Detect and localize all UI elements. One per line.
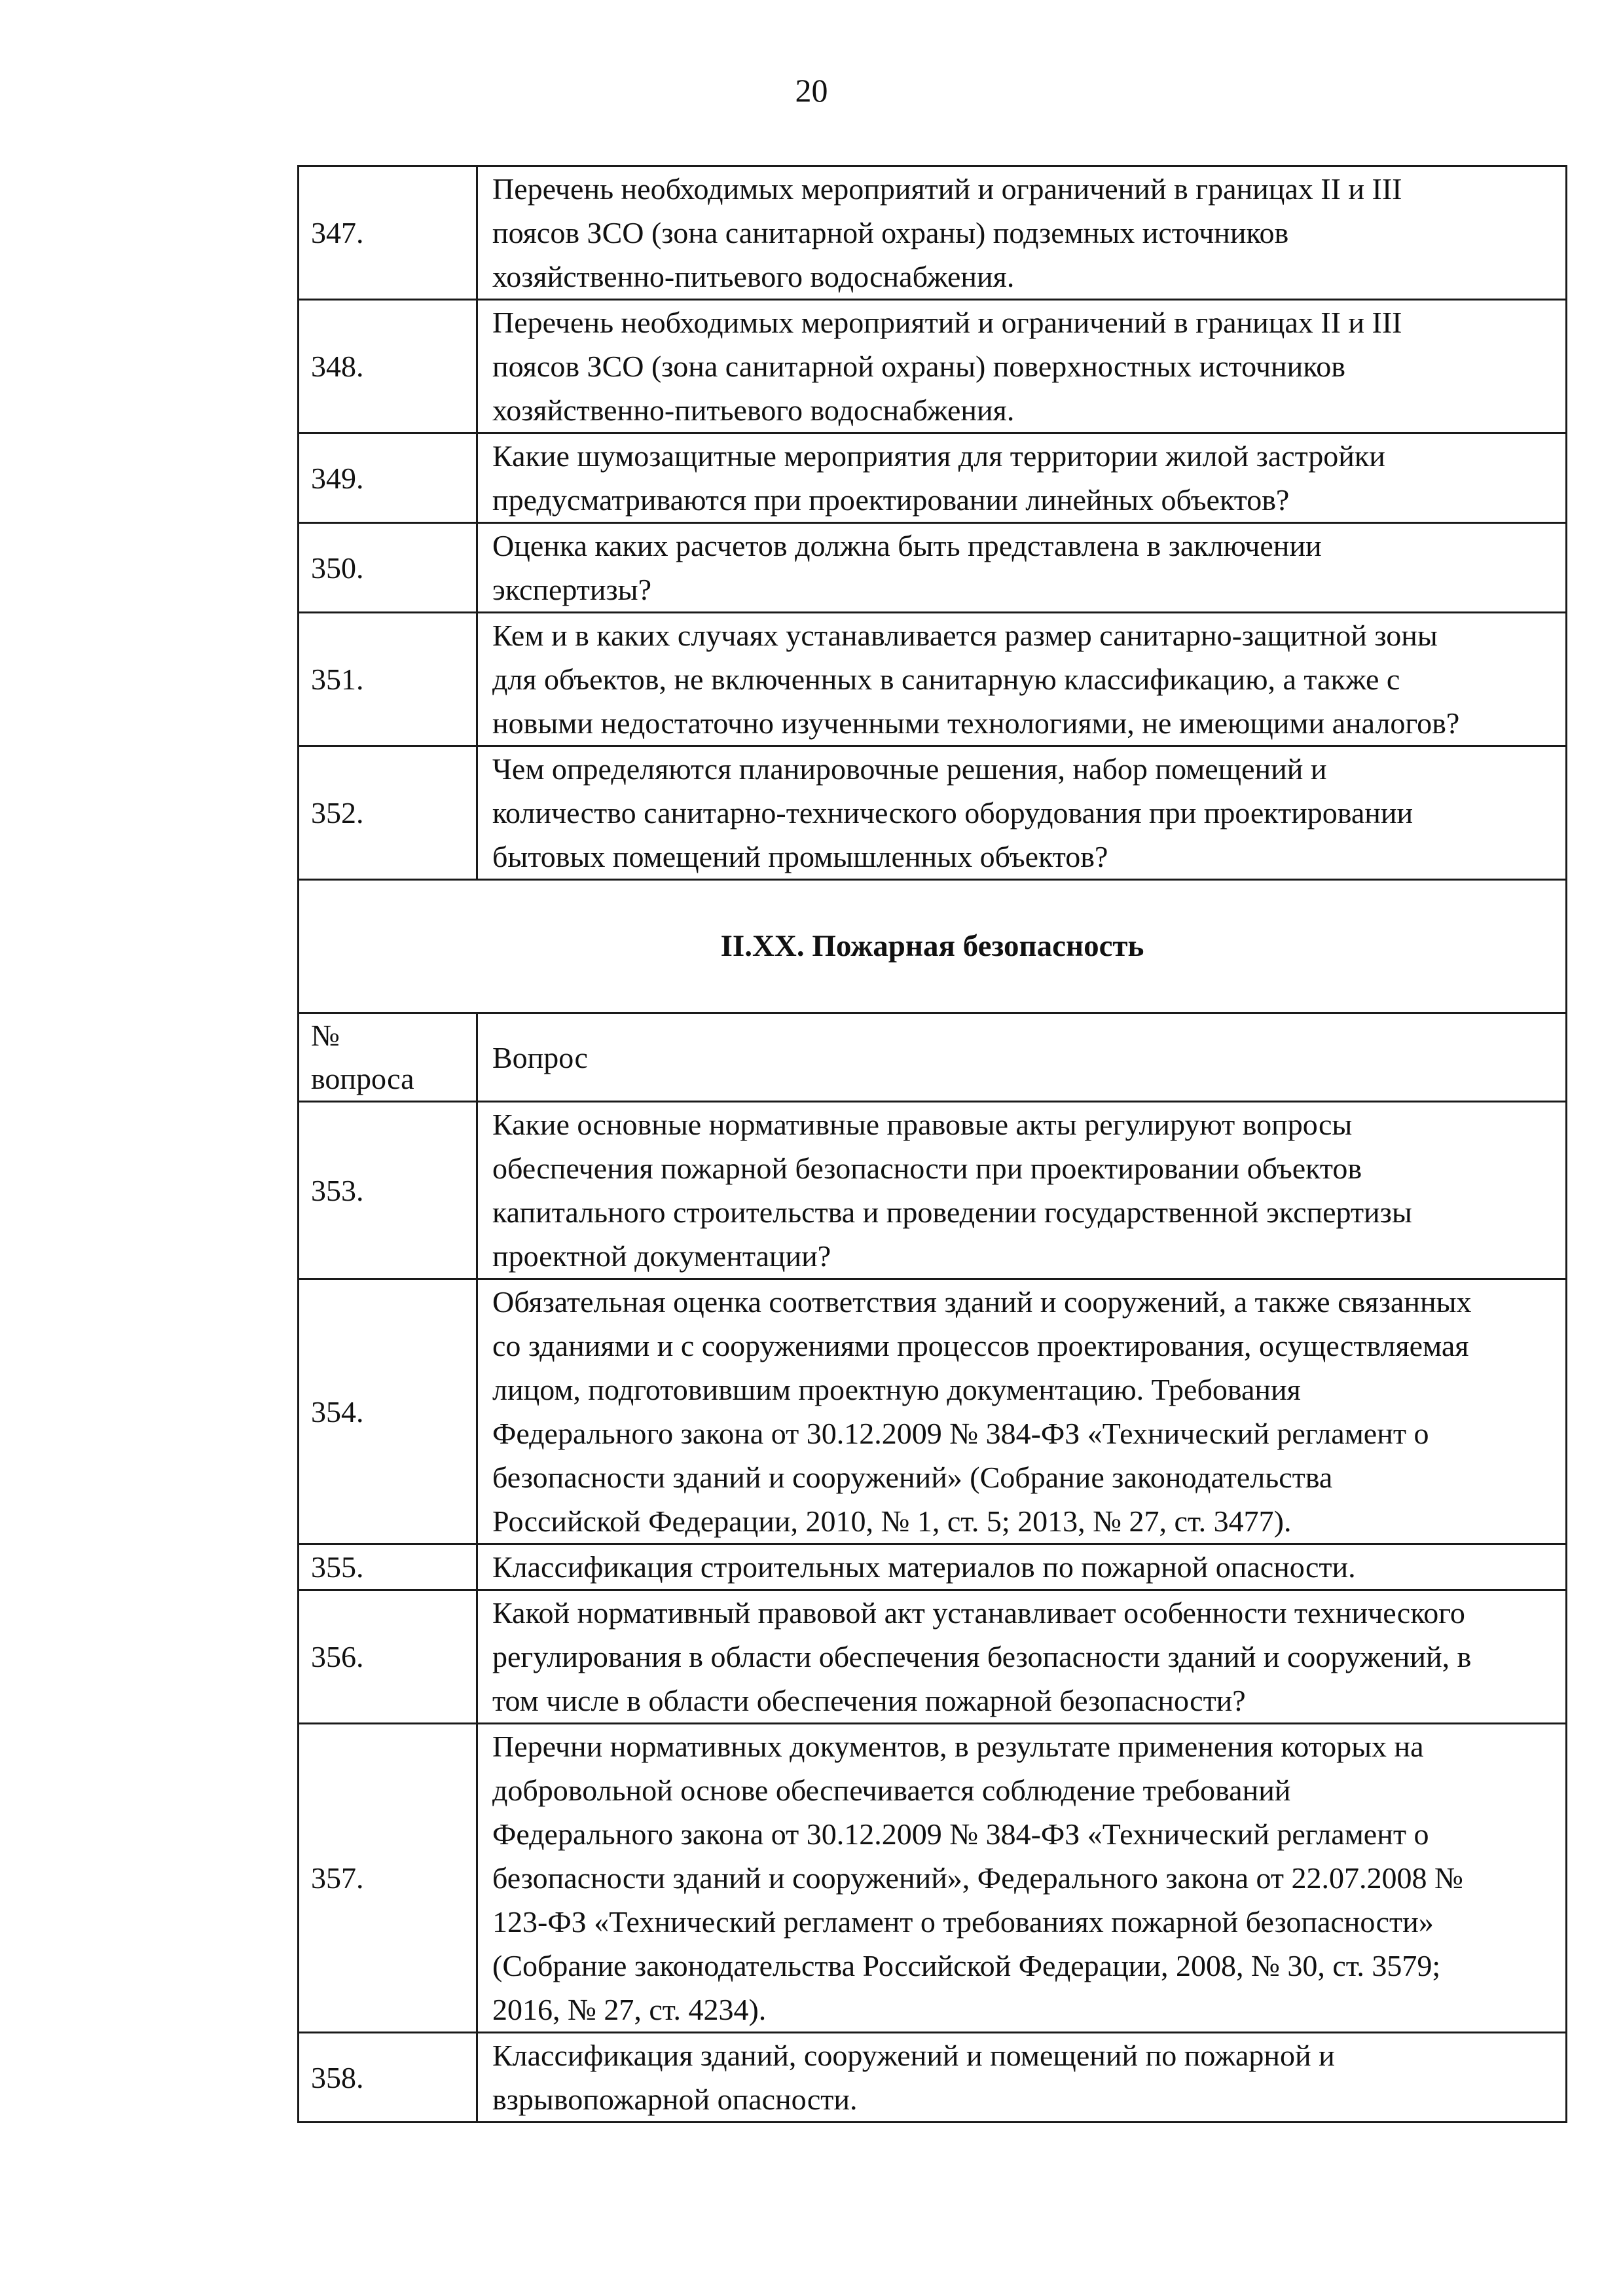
question-number: 348. bbox=[311, 350, 364, 383]
table-row bbox=[299, 166, 1567, 300]
table-row bbox=[299, 300, 1567, 433]
question-text: Оценка каких расчетов должна быть представлена в заключении экспертизы? bbox=[492, 529, 1322, 606]
question-number: 349. bbox=[311, 461, 364, 495]
question-number: 353. bbox=[311, 1173, 364, 1207]
table-row bbox=[299, 746, 1567, 880]
table-row bbox=[299, 523, 1567, 613]
table-row bbox=[299, 1102, 1567, 1279]
page-number: 20 bbox=[795, 72, 828, 109]
question-text: Классификация зданий, сооружений и помещений по пожарной и взрывопожарной опасности. bbox=[492, 2039, 1335, 2116]
header-number-label: № вопроса bbox=[311, 1019, 414, 1095]
question-text: Какие шумозащитные мероприятия для территории жилой застройки предусматриваются при проектировании линейных объектов? bbox=[492, 439, 1385, 517]
table-row bbox=[299, 1279, 1567, 1544]
table-row bbox=[299, 433, 1567, 523]
question-text: Перечень необходимых мероприятий и ограничений в границах II и III поясов ЗСО (зона санитарной охраны) поверхностных источников хозяйственно-питьевого водоснабжения. bbox=[492, 306, 1402, 427]
table-row bbox=[299, 2033, 1567, 2123]
table-body-part-2 bbox=[299, 1102, 1567, 2123]
question-text: Обязательная оценка соответствия зданий и сооружений, а также связанных со зданиями и с сооружениями процессов проектирования, осуществляемая лицом, подготовившим проектную документацию. Требования Федерального закона от 30.12.2009 № 384-ФЗ «Технический регламент о безопасности зданий и сооружений» (Собрание законодательства Российской Федерации, 2010, № 1, ст. 5; 2013, № 27, ст. 3477). bbox=[492, 1285, 1472, 1538]
questions-table bbox=[297, 165, 1567, 2123]
section-heading-row bbox=[299, 880, 1567, 1013]
question-text: Какой нормативный правовой акт устанавливает особенности технического регулирования в области обеспечения безопасности зданий и сооружений, в том числе в области обеспечения пожарной безопасности? bbox=[492, 1596, 1472, 1717]
question-text: Какие основные нормативные правовые акты регулируют вопросы обеспечения пожарной безопасности при проектировании объектов капитального строительства и проведении государственной экспертизы проектной документации? bbox=[492, 1108, 1412, 1273]
question-number: 357. bbox=[311, 1861, 364, 1895]
question-text: Чем определяются планировочные решения, набор помещений и количество санитарно-технического оборудования при проектировании бытовых помещений промышленных объектов? bbox=[492, 752, 1413, 873]
question-number: 347. bbox=[311, 216, 364, 249]
table-row bbox=[299, 1724, 1567, 2033]
question-text: Классификация строительных материалов по пожарной опасности. bbox=[492, 1550, 1356, 1584]
question-number: 354. bbox=[311, 1394, 364, 1429]
question-number: 358. bbox=[311, 2060, 364, 2094]
question-number: 355. bbox=[311, 1550, 364, 1584]
table-row bbox=[299, 613, 1567, 746]
question-number: 351. bbox=[311, 663, 364, 696]
question-text: Кем и в каких случаях устанавливается размер санитарно-защитной зоны для объектов, не включенных в санитарную классификацию, а также с новыми недостаточно изученными технологиями, не имеющими аналогов? bbox=[492, 619, 1460, 740]
section-title: II.XX. Пожарная безопасность bbox=[299, 880, 1567, 1013]
question-number: 350. bbox=[311, 551, 364, 585]
section-heading-block bbox=[299, 880, 1567, 1102]
question-text: Перечень необходимых мероприятий и ограничений в границах II и III поясов ЗСО (зона санитарной охраны) подземных источников хозяйственно-питьевого водоснабжения. bbox=[492, 172, 1402, 293]
question-number: 356. bbox=[311, 1640, 364, 1673]
table-body-part-1 bbox=[299, 166, 1567, 880]
header-question-label: Вопрос bbox=[492, 1040, 588, 1074]
table-row bbox=[299, 1590, 1567, 1724]
question-number: 352. bbox=[311, 796, 364, 829]
column-header-row bbox=[299, 1013, 1567, 1102]
question-text: Перечни нормативных документов, в результате применения которых на добровольной основе обеспечивается соблюдение требований Федерального закона от 30.12.2009 № 384-ФЗ «Технический регламент о безопасности зданий и сооружений», Федерального закона от 22.07.2008 № 123-ФЗ «Технический регламент о требованиях пожарной безопасности» (Собрание законодательства Российской Федерации, 2008, № 30, ст. 3579; 2016, № 27, ст. 4234). bbox=[492, 1730, 1463, 2026]
table-row bbox=[299, 1544, 1567, 1590]
